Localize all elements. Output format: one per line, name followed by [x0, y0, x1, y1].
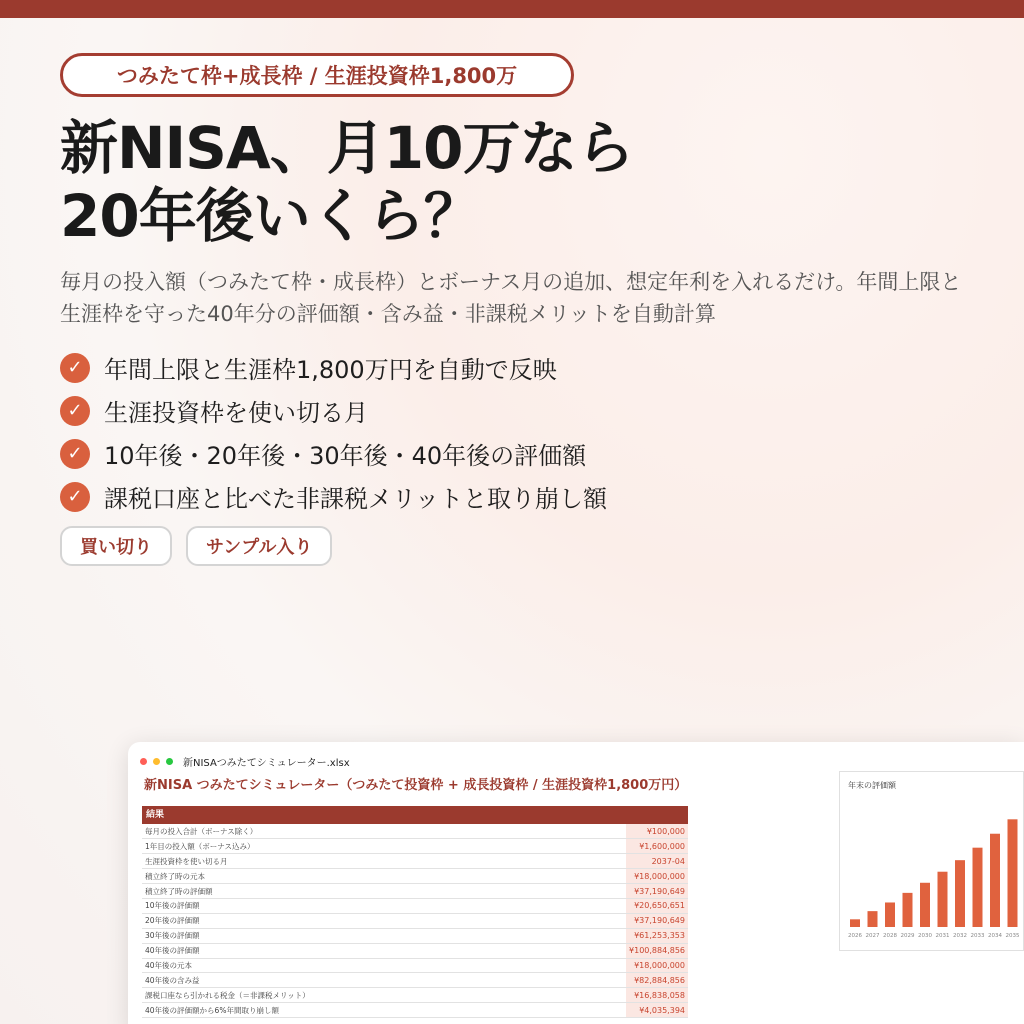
check-icon: ✓ — [60, 482, 90, 512]
top-accent-bar — [0, 0, 1024, 18]
page-headline — [60, 114, 634, 250]
row-label[interactable]: 積立終了時の評価額 — [142, 884, 626, 899]
row-label[interactable]: 毎月の投入合計（ボーナス除く） — [142, 824, 626, 839]
row-value[interactable]: ¥16,838,058 — [626, 988, 688, 1003]
result-table — [142, 824, 688, 1018]
spreadsheet-window — [128, 742, 1024, 1024]
check-icon: ✓ — [60, 439, 90, 469]
table-row — [142, 928, 688, 943]
feature-item — [60, 346, 607, 389]
tag-sample-included: サンプル入り — [186, 526, 332, 566]
x-tick-label: 2029 — [900, 933, 915, 939]
row-label[interactable]: 生涯投資枠を使い切る月 — [142, 854, 626, 869]
table-row — [142, 1003, 688, 1018]
feature-text: 10年後・20年後・30年後・40年後の評価額 — [104, 442, 587, 470]
table-row — [142, 854, 688, 869]
bar-2031 — [938, 872, 948, 927]
row-label[interactable]: 課税口座なら引かれる税金（＝非課税メリット） — [142, 988, 626, 1003]
row-value[interactable]: ¥37,190,649 — [626, 884, 688, 899]
x-tick-label: 2034 — [988, 933, 1002, 939]
feature-text: 生涯投資枠を使い切る月 — [104, 399, 368, 427]
table-row — [142, 898, 688, 913]
x-tick-label: 2035 — [1005, 933, 1020, 939]
x-tick-label: 2033 — [970, 933, 985, 939]
x-tick-label: 2031 — [935, 933, 950, 939]
table-row — [142, 988, 688, 1003]
table-row — [142, 943, 688, 958]
x-tick-label: 2030 — [918, 933, 932, 939]
bar-2033 — [973, 848, 983, 927]
bar-2027 — [868, 911, 878, 927]
x-tick-label: 2027 — [865, 933, 880, 939]
x-tick-label: 2028 — [883, 933, 897, 939]
row-value[interactable]: ¥37,190,649 — [626, 913, 688, 928]
x-tick-label: 2032 — [953, 933, 967, 939]
table-row — [142, 973, 688, 988]
row-label[interactable]: 40年後の評価額から6%年間取り崩し額 — [142, 1003, 626, 1018]
headline-line-2: 20年後いくら？ — [60, 182, 481, 250]
row-label[interactable]: 30年後の評価額 — [142, 928, 626, 943]
row-label[interactable]: 10年後の評価額 — [142, 898, 626, 913]
window-titlebar — [140, 754, 350, 769]
table-row — [142, 824, 688, 839]
row-value[interactable]: ¥82,884,856 — [626, 973, 688, 988]
lead-text: 毎月の投入額（つみたて枠・成長枠）とボーナス月の追加、想定年利を入れるだけ。年間上限と生涯枠を守った40年分の評価額・含み益・非課税メリットを自動計算 — [60, 270, 962, 326]
sheet-title: 新NISA つみたてシミュレーター（つみたて投資枠 + 成長投資枠 / 生涯投資枠1,800万円） — [144, 778, 688, 793]
bar-2032 — [955, 860, 965, 927]
row-label[interactable]: 40年後の元本 — [142, 958, 626, 973]
row-value[interactable]: ¥61,253,353 — [626, 928, 688, 943]
bar-2035 — [1008, 819, 1018, 927]
minimize-dot[interactable] — [153, 758, 160, 765]
row-value[interactable]: 2037-04 — [626, 854, 688, 869]
chart-panel — [839, 771, 1024, 951]
row-value[interactable]: ¥18,000,000 — [626, 958, 688, 973]
x-tick-label: 2026 — [848, 933, 862, 939]
result-header: 結果 — [142, 806, 688, 824]
category-pill: つみたて枠+成長枠 / 生涯投資枠1,800万 — [60, 53, 574, 97]
row-label[interactable]: 40年後の含み益 — [142, 973, 626, 988]
row-value[interactable]: ¥1,600,000 — [626, 839, 688, 854]
window-filename: 新NISAつみたてシミュレーター.xlsx — [183, 758, 350, 769]
bar-2034 — [990, 834, 1000, 927]
row-label[interactable]: 1年目の投入額（ボーナス込み） — [142, 839, 626, 854]
headline-line-1: 新NISA、月10万なら — [60, 114, 634, 182]
check-icon: ✓ — [60, 353, 90, 383]
feature-text: 年間上限と生涯枠1,800万円を自動で反映 — [104, 356, 557, 384]
feature-item — [60, 389, 607, 432]
row-label[interactable]: 40年後の評価額 — [142, 943, 626, 958]
table-row — [142, 958, 688, 973]
tag-buyout: 買い切り — [60, 526, 172, 566]
bar-2028 — [885, 902, 895, 927]
row-value[interactable]: ¥18,000,000 — [626, 869, 688, 884]
close-dot[interactable] — [140, 758, 147, 765]
row-value[interactable]: ¥100,884,856 — [626, 943, 688, 958]
table-row — [142, 869, 688, 884]
table-row — [142, 884, 688, 899]
feature-list — [60, 346, 607, 518]
bar-2029 — [903, 893, 913, 927]
row-value[interactable]: ¥4,035,394 — [626, 1003, 688, 1018]
maximize-dot[interactable] — [166, 758, 173, 765]
bar-chart — [840, 772, 1024, 952]
row-label[interactable]: 20年後の評価額 — [142, 913, 626, 928]
row-label[interactable]: 積立終了時の元本 — [142, 869, 626, 884]
row-value[interactable]: ¥100,000 — [626, 824, 688, 839]
chart-title: 年末の評価額 — [848, 781, 896, 790]
bar-2030 — [920, 883, 930, 927]
bar-2026 — [850, 919, 860, 927]
table-row — [142, 839, 688, 854]
check-icon: ✓ — [60, 396, 90, 426]
feature-text: 課税口座と比べた非課税メリットと取り崩し額 — [104, 485, 608, 513]
feature-item — [60, 432, 607, 475]
tag-group — [60, 526, 332, 566]
table-row — [142, 913, 688, 928]
row-value[interactable]: ¥20,650,651 — [626, 898, 688, 913]
feature-item — [60, 475, 607, 518]
